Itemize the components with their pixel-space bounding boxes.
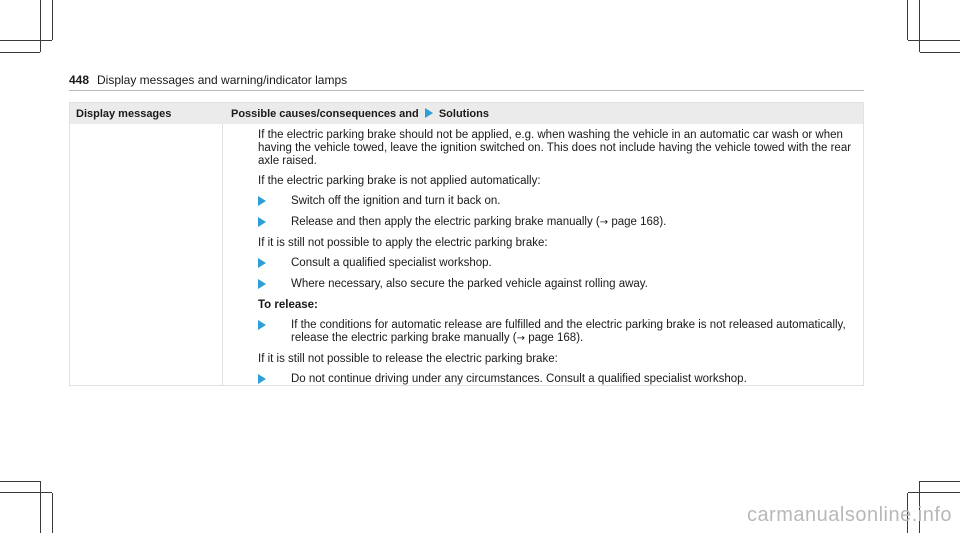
crop-mark (907, 0, 908, 40)
crop-mark (52, 0, 53, 40)
solution-arrow-icon (425, 108, 433, 118)
crop-mark (0, 40, 52, 41)
step-arrow-icon (258, 217, 266, 227)
list-item (258, 257, 858, 270)
list-item (258, 195, 858, 208)
col-causes-label: Possible causes/consequences and (231, 108, 419, 120)
crop-mark (40, 481, 41, 533)
paragraph: If the electric parking brake should not be applied, e.g. when washing the vehicle in an automatic car wash or when having the vehicle towed, leave the ignition switched on. This does not include having the vehicle towed with the rear axle raised. (258, 129, 852, 167)
step-arrow-icon (258, 320, 266, 330)
page-number: 448 (69, 73, 90, 87)
step-text: If the conditions for automatic release are fulfilled and the electric parking brake is not released automatically, release the electric parking brake manually ( (291, 319, 846, 344)
crop-mark (920, 481, 960, 482)
step-arrow-icon (258, 279, 266, 289)
subheading: To release: (258, 299, 318, 311)
crop-mark (40, 0, 41, 52)
col-solutions-label: Solutions (438, 108, 489, 120)
step-arrow-icon (258, 258, 266, 268)
step-text: Consult a qualified specialist workshop. (291, 257, 492, 269)
column-divider (222, 124, 223, 385)
crop-mark (0, 52, 40, 53)
paragraph: If it is still not possible to release the electric parking brake: (258, 353, 558, 365)
col-causes-heading (231, 108, 489, 120)
paragraph: If it is still not possible to apply the electric parking brake: (258, 237, 548, 249)
step-text: Do not continue driving under any circumstances. Consult a qualified specialist workshop. (291, 373, 747, 385)
table-cell-content (258, 129, 858, 394)
list-item (258, 319, 858, 345)
page-title: Display messages and warning/indicator lamps (97, 73, 348, 87)
paragraph: If the electric parking brake is not applied automatically: (258, 175, 541, 187)
table-header (70, 103, 863, 124)
page-ref-arrow-icon: → (599, 217, 609, 228)
list-item (258, 373, 858, 386)
step-text: Where necessary, also secure the parked vehicle against rolling away. (291, 278, 648, 290)
crop-mark (0, 492, 52, 493)
page-ref-link[interactable]: page 168). (608, 216, 667, 228)
crop-mark (908, 40, 960, 41)
messages-table (69, 102, 864, 386)
list-item (258, 216, 858, 229)
crop-mark (52, 493, 53, 533)
crop-mark (920, 52, 960, 53)
step-text: Release and then apply the electric parking brake manually ( (291, 216, 600, 228)
crop-mark (908, 492, 960, 493)
step-arrow-icon (258, 374, 266, 384)
step-text: Switch off the ignition and turn it back on. (291, 195, 501, 207)
header-divider (69, 90, 864, 91)
step-arrow-icon (258, 196, 266, 206)
page-ref-link[interactable]: page 168). (525, 332, 584, 344)
page-ref-arrow-icon: → (516, 333, 526, 344)
list-item (258, 278, 858, 291)
crop-mark (919, 0, 920, 52)
crop-mark (0, 481, 40, 482)
watermark: carmanualsonline.info (746, 504, 952, 526)
col-display-messages-heading: Display messages (76, 108, 172, 120)
